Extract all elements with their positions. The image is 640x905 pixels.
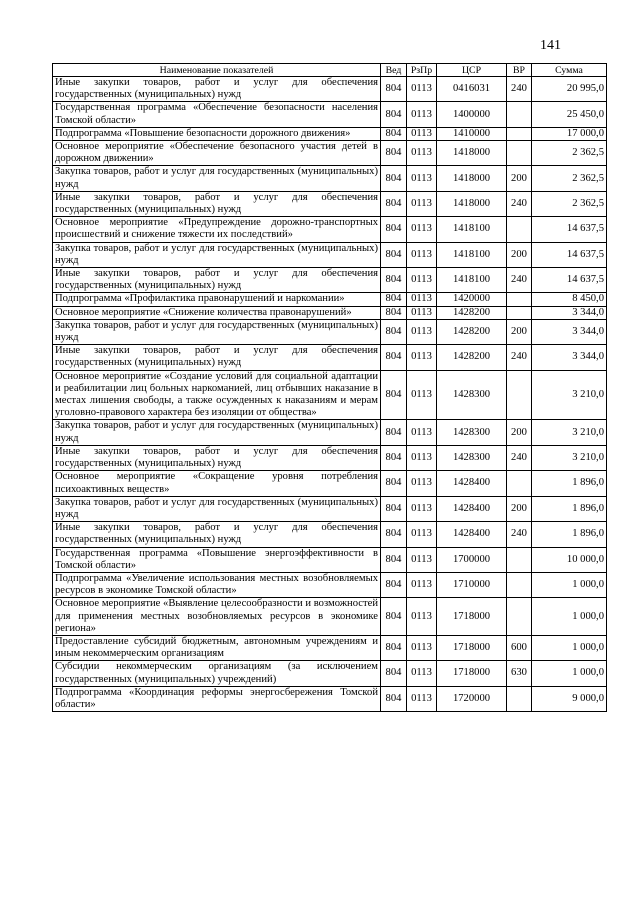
cell-rzpr: 0113 [407, 102, 437, 127]
cell-ved: 804 [381, 572, 407, 597]
cell-vr: 630 [507, 661, 532, 686]
table-row [53, 127, 607, 140]
cell-name: Государственная программа «Обеспечение безопасности населения Томской области» [53, 102, 381, 127]
cell-csr: 1410000 [437, 127, 507, 140]
cell-name: Предоставление субсидий бюджетным, автономным учреждениям и иным некоммерческим организациям [53, 635, 381, 660]
cell-csr: 1428400 [437, 496, 507, 521]
table-row [53, 471, 607, 496]
cell-vr: 200 [507, 319, 532, 344]
cell-vr [507, 127, 532, 140]
budget-table [52, 63, 607, 712]
cell-csr: 1700000 [437, 547, 507, 572]
table-row [53, 306, 607, 319]
cell-rzpr: 0113 [407, 127, 437, 140]
cell-name: Закупка товаров, работ и услуг для государственных (муниципальных) нужд [53, 242, 381, 267]
cell-csr: 1718000 [437, 661, 507, 686]
cell-rzpr: 0113 [407, 191, 437, 216]
cell-csr: 1418000 [437, 191, 507, 216]
cell-csr: 1428400 [437, 522, 507, 547]
cell-ved: 804 [381, 445, 407, 470]
cell-name: Закупка товаров, работ и услуг для государственных (муниципальных) нужд [53, 496, 381, 521]
cell-vr [507, 306, 532, 319]
cell-sum: 2 362,5 [532, 191, 607, 216]
header-csr: ЦСР [437, 64, 507, 77]
cell-name: Подпрограмма «Повышение безопасности дорожного движения» [53, 127, 381, 140]
cell-vr: 240 [507, 445, 532, 470]
cell-csr: 1418100 [437, 242, 507, 267]
cell-sum: 20 995,0 [532, 77, 607, 102]
table-row [53, 496, 607, 521]
cell-name: Иные закупки товаров, работ и услуг для обеспечения государственных (муниципальных) нужд [53, 522, 381, 547]
cell-ved: 804 [381, 127, 407, 140]
cell-ved: 804 [381, 102, 407, 127]
table-row [53, 166, 607, 191]
table-row [53, 191, 607, 216]
table-row [53, 370, 607, 420]
table-row [53, 345, 607, 370]
cell-ved: 804 [381, 635, 407, 660]
cell-name: Подпрограмма «Увеличение использования местных возобновляемых ресурсов в экономике Томской области» [53, 572, 381, 597]
cell-rzpr: 0113 [407, 217, 437, 242]
cell-name: Основное мероприятие «Выявление целесообразности и возможностей для применения местных возобновляемых ресурсов в экономике региона» [53, 598, 381, 636]
header-rzpr: РзПр [407, 64, 437, 77]
cell-csr: 1428300 [437, 445, 507, 470]
cell-name: Основное мероприятие «Создание условий для социальной адаптации и реабилитации лиц больных наркоманией, лиц отбывших наказание в местах лишения свободы, а также осужденных к наказаниям и мерам уголовно-правового характера без изоляции от общества» [53, 370, 381, 420]
cell-vr [507, 686, 532, 711]
cell-csr: 1718000 [437, 635, 507, 660]
cell-vr [507, 217, 532, 242]
cell-rzpr: 0113 [407, 686, 437, 711]
cell-ved: 804 [381, 242, 407, 267]
cell-rzpr: 0113 [407, 293, 437, 306]
cell-sum: 3 210,0 [532, 370, 607, 420]
table-row [53, 293, 607, 306]
table-row [53, 445, 607, 470]
cell-sum: 10 000,0 [532, 547, 607, 572]
header-sum: Сумма [532, 64, 607, 77]
table-row [53, 572, 607, 597]
cell-name: Иные закупки товаров, работ и услуг для обеспечения государственных (муниципальных) нужд [53, 445, 381, 470]
cell-rzpr: 0113 [407, 598, 437, 636]
cell-ved: 804 [381, 370, 407, 420]
cell-csr: 1400000 [437, 102, 507, 127]
cell-sum: 14 637,5 [532, 217, 607, 242]
cell-sum: 3 210,0 [532, 420, 607, 445]
cell-vr: 200 [507, 496, 532, 521]
cell-vr [507, 572, 532, 597]
cell-ved: 804 [381, 77, 407, 102]
cell-rzpr: 0113 [407, 661, 437, 686]
cell-ved: 804 [381, 522, 407, 547]
cell-csr: 1418000 [437, 141, 507, 166]
cell-rzpr: 0113 [407, 306, 437, 319]
cell-sum: 1 000,0 [532, 661, 607, 686]
cell-sum: 3 344,0 [532, 345, 607, 370]
cell-vr [507, 471, 532, 496]
cell-ved: 804 [381, 345, 407, 370]
page-number: 141 [540, 38, 561, 53]
cell-rzpr: 0113 [407, 77, 437, 102]
cell-sum: 2 362,5 [532, 166, 607, 191]
cell-csr: 1418100 [437, 217, 507, 242]
cell-vr: 600 [507, 635, 532, 660]
cell-vr [507, 141, 532, 166]
cell-ved: 804 [381, 598, 407, 636]
cell-ved: 804 [381, 191, 407, 216]
cell-rzpr: 0113 [407, 166, 437, 191]
cell-sum: 9 000,0 [532, 686, 607, 711]
cell-name: Государственная программа «Повышение энергоэффективности в Томской области» [53, 547, 381, 572]
cell-rzpr: 0113 [407, 268, 437, 293]
table-row [53, 319, 607, 344]
cell-sum: 14 637,5 [532, 242, 607, 267]
cell-rzpr: 0113 [407, 420, 437, 445]
cell-csr: 1418100 [437, 268, 507, 293]
table-row [53, 522, 607, 547]
cell-sum: 25 450,0 [532, 102, 607, 127]
cell-vr: 240 [507, 77, 532, 102]
cell-vr: 240 [507, 522, 532, 547]
cell-sum: 1 000,0 [532, 598, 607, 636]
table-row [53, 217, 607, 242]
cell-name: Закупка товаров, работ и услуг для государственных (муниципальных) нужд [53, 420, 381, 445]
cell-ved: 804 [381, 319, 407, 344]
table-row [53, 77, 607, 102]
cell-name: Подпрограмма «Профилактика правонарушений и наркомании» [53, 293, 381, 306]
cell-sum: 1 896,0 [532, 471, 607, 496]
cell-sum: 17 000,0 [532, 127, 607, 140]
cell-ved: 804 [381, 471, 407, 496]
cell-ved: 804 [381, 268, 407, 293]
cell-rzpr: 0113 [407, 345, 437, 370]
cell-sum: 1 896,0 [532, 496, 607, 521]
table-row [53, 598, 607, 636]
cell-name: Закупка товаров, работ и услуг для государственных (муниципальных) нужд [53, 166, 381, 191]
cell-name: Иные закупки товаров, работ и услуг для обеспечения государственных (муниципальных) нужд [53, 77, 381, 102]
cell-rzpr: 0113 [407, 522, 437, 547]
cell-sum: 14 637,5 [532, 268, 607, 293]
cell-ved: 804 [381, 661, 407, 686]
cell-name: Субсидии некоммерческим организациям (за исключением государственных (муниципальных) учреждений) [53, 661, 381, 686]
cell-vr: 200 [507, 242, 532, 267]
cell-ved: 804 [381, 293, 407, 306]
cell-vr: 200 [507, 166, 532, 191]
cell-csr: 1428200 [437, 345, 507, 370]
cell-rzpr: 0113 [407, 445, 437, 470]
cell-vr [507, 370, 532, 420]
cell-ved: 804 [381, 547, 407, 572]
header-name: Наименование показателей [53, 64, 381, 77]
cell-rzpr: 0113 [407, 496, 437, 521]
cell-ved: 804 [381, 496, 407, 521]
cell-name: Основное мероприятие «Сокращение уровня потребления психоактивных веществ» [53, 471, 381, 496]
cell-sum: 3 344,0 [532, 306, 607, 319]
cell-vr: 200 [507, 420, 532, 445]
table-row [53, 141, 607, 166]
cell-name: Основное мероприятие «Обеспечение безопасного участия детей в дорожном движении» [53, 141, 381, 166]
cell-vr [507, 293, 532, 306]
cell-csr: 1420000 [437, 293, 507, 306]
table-row [53, 420, 607, 445]
table-row [53, 268, 607, 293]
cell-vr [507, 547, 532, 572]
table-row [53, 102, 607, 127]
cell-rzpr: 0113 [407, 572, 437, 597]
cell-sum: 8 450,0 [532, 293, 607, 306]
cell-vr: 240 [507, 268, 532, 293]
table-row [53, 547, 607, 572]
cell-ved: 804 [381, 306, 407, 319]
cell-sum: 1 896,0 [532, 522, 607, 547]
cell-vr: 240 [507, 191, 532, 216]
cell-csr: 1710000 [437, 572, 507, 597]
cell-ved: 804 [381, 166, 407, 191]
cell-rzpr: 0113 [407, 319, 437, 344]
cell-vr [507, 598, 532, 636]
table-row [53, 686, 607, 711]
cell-vr [507, 102, 532, 127]
cell-sum: 1 000,0 [532, 635, 607, 660]
cell-csr: 0416031 [437, 77, 507, 102]
cell-sum: 3 210,0 [532, 445, 607, 470]
cell-csr: 1418000 [437, 166, 507, 191]
cell-rzpr: 0113 [407, 242, 437, 267]
cell-sum: 1 000,0 [532, 572, 607, 597]
table-row [53, 635, 607, 660]
cell-sum: 2 362,5 [532, 141, 607, 166]
header-vr: ВР [507, 64, 532, 77]
cell-rzpr: 0113 [407, 471, 437, 496]
table-row [53, 661, 607, 686]
cell-csr: 1718000 [437, 598, 507, 636]
cell-name: Иные закупки товаров, работ и услуг для обеспечения государственных (муниципальных) нужд [53, 268, 381, 293]
cell-rzpr: 0113 [407, 547, 437, 572]
cell-csr: 1428300 [437, 420, 507, 445]
cell-csr: 1428300 [437, 370, 507, 420]
cell-name: Подпрограмма «Координация реформы энергосбережения Томской области» [53, 686, 381, 711]
cell-ved: 804 [381, 217, 407, 242]
table-body [53, 77, 607, 712]
table-header-row [53, 64, 607, 77]
cell-rzpr: 0113 [407, 635, 437, 660]
header-ved: Вед [381, 64, 407, 77]
cell-rzpr: 0113 [407, 370, 437, 420]
cell-vr: 240 [507, 345, 532, 370]
cell-name: Иные закупки товаров, работ и услуг для обеспечения государственных (муниципальных) нужд [53, 345, 381, 370]
cell-rzpr: 0113 [407, 141, 437, 166]
cell-name: Закупка товаров, работ и услуг для государственных (муниципальных) нужд [53, 319, 381, 344]
cell-name: Иные закупки товаров, работ и услуг для обеспечения государственных (муниципальных) нужд [53, 191, 381, 216]
cell-ved: 804 [381, 686, 407, 711]
cell-csr: 1720000 [437, 686, 507, 711]
cell-csr: 1428400 [437, 471, 507, 496]
cell-name: Основное мероприятие «Предупреждение дорожно-транспортных происшествий и снижение тяжести их последствий» [53, 217, 381, 242]
table-row [53, 242, 607, 267]
cell-ved: 804 [381, 420, 407, 445]
cell-sum: 3 344,0 [532, 319, 607, 344]
cell-ved: 804 [381, 141, 407, 166]
cell-csr: 1428200 [437, 306, 507, 319]
cell-name: Основное мероприятие «Снижение количества правонарушений» [53, 306, 381, 319]
cell-csr: 1428200 [437, 319, 507, 344]
